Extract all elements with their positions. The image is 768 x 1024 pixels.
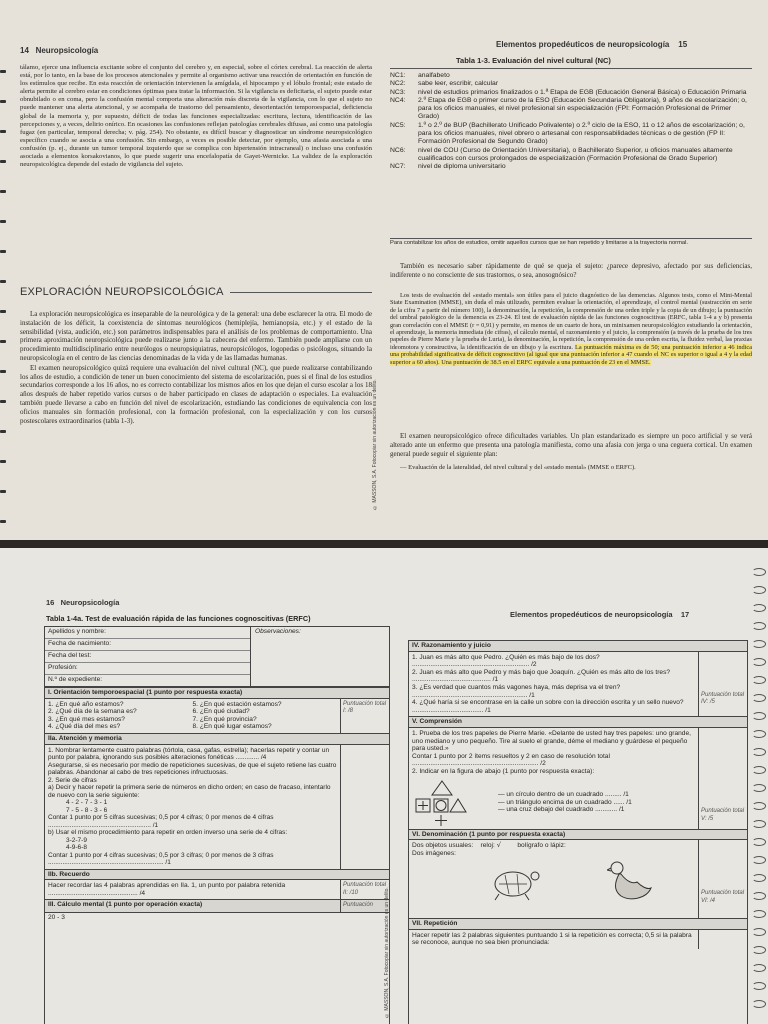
section-VI-title: VI. Denominación (1 punto por respuesta exacta) bbox=[409, 829, 747, 841]
instruction-line: Contar 1 punto por 5 cifras sucesivas; 0,5 por 4 cifras; 0 por menos de 4 cifras ......................................................... /1 bbox=[48, 814, 274, 829]
section-IIa-title: IIa. Atención y memoria bbox=[45, 733, 389, 745]
nc-code: NC7: bbox=[390, 163, 406, 171]
instruction-line: b) Usar el mismo procedimiento para repetir en orden inverso una serie de 4 cifras: bbox=[48, 829, 288, 837]
field-test-date: Fecha del test: bbox=[45, 651, 250, 663]
figure-task bbox=[412, 779, 695, 827]
section-IV-score: Puntuación total IV: /5 bbox=[698, 652, 747, 717]
section-V-score: Puntuación total V: /5 bbox=[698, 728, 747, 829]
instruction-line: 4 - 2 - 7 - 3 - 1 bbox=[66, 799, 108, 807]
section-I-title: I. Orientación temporoespacial (1 punto por respuesta exacta) bbox=[45, 687, 389, 699]
question: 1. ¿En qué año estamos? bbox=[48, 700, 124, 708]
page-number: 17 bbox=[680, 610, 690, 619]
nc-row bbox=[390, 147, 752, 164]
nc-row bbox=[390, 163, 752, 171]
instruction: Contar 1 punto por 2 ítems resueltos y 2 en caso de resolución total ..................................................................... /2 bbox=[412, 752, 610, 768]
erfc-form-17 bbox=[408, 640, 748, 1024]
highlighted-text: La puntuación máxima es de 50; una puntuación inferior a 46 indica una probabilidad significativa de déficit cognoscitivo (al igual que una puntuación inferior a 47 cuando el NC es superior o igual a 4 y la edad superior a 60 años). Una puntuación de 38.5 en el ERFC equivale a una puntuación de 23 en el MMSE. bbox=[390, 343, 753, 366]
nc-description: nivel de diploma universitario bbox=[418, 163, 506, 171]
instruction: 1. Prueba de los tres papeles de Pierre Marie. «Delante de usted hay tres papeles: uno grande, uno mediano y uno pequeño. Tire al suelo el grande, déme el mediano y guárdese el pequeño para usted.» bbox=[412, 729, 691, 753]
question: 8. ¿En qué lugar estamos? bbox=[192, 723, 272, 731]
question: 7. ¿En qué provincia? bbox=[192, 715, 257, 723]
divider bbox=[230, 292, 372, 293]
divider bbox=[390, 68, 752, 69]
nc-row bbox=[390, 122, 752, 147]
paragraph: La exploración neuropsicológica es inseparable de la neurológica y de la general: una debe esclarecer la otra. El modo de instalación de los déficit, la coexistencia de síntomas neurológicos (hemiplejía, hemianopsia, etc.) y el estado de la sensibilidad (vista, audición, etc.) son parámetros indispensables para el análisis de los problemas de comportamiento. Una primera aproximación neuropsicológica puede realizarse junto a la cabecera del enfermo. También puede ampliarse con un procedimiento multidisciplinario entre neurólogos o neuropsiquiatras, neuropsicólogos, logopedas o psicólogos, situando la neuropsicología en el centro de las ciencias denominadas de la vida y de las llamadas humanas. bbox=[20, 310, 372, 362]
running-head-15 bbox=[496, 40, 687, 49]
pen-label: bolígrafo o lápiz: bbox=[517, 842, 566, 850]
paragraph: El examen neuropsicológico quizá requiere una evaluación del nivel cultural (NC), que puede realizarse contabilizando los años de estudio, a condición de tener un buen conocimiento del sistema de escolarización, pues si el final de los estudios secundarios corresponde a los 16 años, no es correcto contabilizar los mismos años en los que dejan el curso escolar a los 18 años después de haber repetido varios cursos o de haber participado en clases de adaptación o especiales. La evaluación también puede llevarse a cabo en función del nivel de escolarización, estudiando las condiciones de equivalencia con los oficios manuales sin formación profesional, con la formación profesional, con la especialización y con los cursos postescolares extraordinarios (tabla 1-3). bbox=[20, 363, 372, 425]
instruction-line: 4-9-6-8 bbox=[66, 844, 87, 852]
nc-code: NC5: bbox=[390, 121, 406, 129]
patient-info bbox=[45, 627, 389, 687]
nc-code: NC4: bbox=[390, 96, 406, 104]
instruction: 2. Indicar en la figura de abajo (1 punto por respuesta exacta): bbox=[412, 767, 595, 775]
small-text-15 bbox=[390, 292, 752, 367]
section-VI: Dos objetos usuales: reloj: √ bolígrafo o lápiz: Dos imágenes: Puntuación total VI: /4 bbox=[409, 840, 747, 918]
question: 4. ¿Qué haría si se encontrase en la calle un sobre con la dirección escrita y un sello nuevo? ....................................... /1 bbox=[412, 699, 684, 714]
instruction-line: a) Decir y hacer repetir la primera serie de números en dicho orden; en caso de fracaso, intentarlo de nuevo con la serie siguiente: bbox=[48, 784, 331, 799]
section-III-title: III. Cálculo mental (1 punto por operación exacta) bbox=[48, 901, 203, 909]
shapes-figure-icon bbox=[412, 779, 484, 827]
table-1-3-title: Tabla 1-3. Evaluación del nivel cultural (NC) bbox=[456, 56, 611, 65]
nc-description: 1.º o 2.º de BUP (Bachillerato Unificado Polivalente) o 2.º ciclo de la ESO, 11 o 12 años de escolarización; o, para los oficios manuales, nivel obrero o artesanal con responsabilidades técnicas o de gestión (FP II: Formación Profesional de Segundo Grado) bbox=[418, 121, 745, 146]
images-label: Dos imágenes: bbox=[412, 849, 456, 857]
section-V bbox=[409, 728, 747, 829]
figure-item: — un círculo dentro de un cuadrado ......... /1 bbox=[498, 791, 629, 799]
section-I-score: Puntuación total I: /8 bbox=[340, 699, 389, 733]
calc-item: 20 - 3 bbox=[48, 913, 65, 921]
objects-label: Dos objetos usuales: bbox=[412, 842, 474, 850]
instruction-line: 7 - 5 - 8 - 3 - 6 bbox=[66, 806, 108, 814]
nc-description: nivel de estudios primarios finalizados o 1.ª Etapa de EGB (Educación General Básica) o Educación Primaria bbox=[418, 88, 747, 96]
question: 2. Juan es más alto que Pedro y más bajo que Joaquín. ¿Quién es más alto de los tres? ........................................... /1 bbox=[412, 668, 671, 684]
figure-item: — un triángulo encima de un cuadrado ...... /1 bbox=[498, 798, 632, 806]
section-IV-title: IV. Razonamiento y juicio bbox=[409, 641, 747, 652]
question: 6. ¿En qué ciudad? bbox=[192, 708, 250, 716]
running-head-title: Elementos propedéuticos de neuropsicología bbox=[496, 40, 670, 49]
figure-item: — una cruz debajo del cuadrado ............ /1 bbox=[498, 806, 625, 814]
section-title: EXPLORACIÓN NEUROPSICOLÓGICA bbox=[20, 286, 224, 298]
instruction-line: Contar 1 punto por 4 cifras sucesivas; 0,5 por 3 cifras; 0 por menos de 3 cifras ................................................................ /1 bbox=[48, 851, 274, 867]
section-body-14 bbox=[20, 310, 372, 426]
question: 2. ¿Qué día de la semana es? bbox=[48, 708, 137, 716]
page-number: 15 bbox=[678, 40, 688, 49]
duck-drawing-icon bbox=[607, 860, 653, 904]
nc-description: analfabeto bbox=[418, 72, 450, 79]
instruction-line: 2. Serie de cifras bbox=[48, 776, 97, 784]
page-15 bbox=[372, 0, 768, 540]
nc-code: NC1: bbox=[390, 72, 406, 79]
book-spread-bottom bbox=[0, 548, 768, 1024]
running-head-14 bbox=[20, 46, 98, 55]
instruction-line: 1. Nombrar lentamente cuatro palabras (tórtola, casa, gafas, estrella); hacerlas repetir y contar un punto por palabra, ignorando sus posibles alteraciones fonéticas ............. /4 bbox=[48, 746, 330, 762]
section-IIb bbox=[45, 880, 389, 899]
nc-row bbox=[390, 89, 752, 97]
section-VII bbox=[409, 930, 747, 949]
question: 3. ¿Es verdad que cuantos más vagones haya, más deprisa va el tren? ............................................................... /1 bbox=[412, 683, 621, 699]
instruction-line: 3-2-7-9 bbox=[66, 836, 87, 844]
running-head-title: Neuropsicología bbox=[60, 598, 120, 607]
section-IV bbox=[409, 652, 747, 717]
page-17 bbox=[384, 548, 768, 1024]
field-birthdate: Fecha de nacimiento: bbox=[45, 639, 250, 651]
nc-row bbox=[390, 72, 752, 80]
nc-table bbox=[390, 72, 752, 172]
section-II-score: Puntuación total II: /10 bbox=[340, 880, 389, 899]
tortoise-drawing-icon bbox=[489, 862, 543, 902]
section-IIa bbox=[45, 745, 389, 869]
nc-code: NC6: bbox=[390, 146, 406, 154]
nc-row bbox=[390, 97, 752, 122]
section-VII-title: VII. Repetición bbox=[409, 918, 747, 930]
question: 3. ¿En qué mes estamos? bbox=[48, 715, 125, 723]
running-head-title: Neuropsicología bbox=[35, 46, 99, 55]
nc-description: 2.º Etapa de EGB o primer curso de la ESO (Educación Secundaria Obligatoria), 9 años de escolarización; o, para los oficios manuales, el nivel profesional sin especialización (FPI: Formación Profesional de Primer Grado) bbox=[418, 96, 747, 121]
section-III-score: Puntuación bbox=[340, 900, 389, 912]
body-text-14 bbox=[20, 64, 372, 170]
section-I bbox=[45, 699, 389, 733]
section-VI-score: Puntuación total VI: /4 bbox=[698, 840, 747, 918]
running-head-17 bbox=[510, 610, 689, 619]
section-header bbox=[20, 286, 372, 298]
section-IIb-title: IIb. Recuerdo bbox=[45, 869, 389, 881]
nc-code: NC2: bbox=[390, 80, 406, 88]
watch-label: reloj: bbox=[480, 842, 495, 850]
erfc-form-16 bbox=[44, 626, 390, 1024]
field-observations: Observaciones: bbox=[250, 627, 389, 686]
nc-description: sabe leer, escribir, calcular bbox=[418, 80, 499, 88]
paragraph: Los tests de evaluación del «estado mental» son útiles para el juicio diagnóstico de las demencias. Algunos tests, como el Mini-Mental State Examination (MMSE), sin duda el más utilizado, permiten evaluar la orientación, el aprendizaje, el control mental (sustracción en serie de la cifra 7 a partir del número 100), la denominación, la repetición, la comprensión de una orden triple y la copia de un dibujo; la puntuación del umbral patológico de la demencia es 23-24. El test de evaluación rápida de las funciones cognoscitivas (ERFC, tabla 1-4 a y b) presenta gran correlación con el MMSE (r = 0,91) y permite, en menos de un cuarto de hora, un minixamen neuropsicológico estudiando la orientación, el aprendizaje, la memoria inmediata (de cifras), el cálculo mental, el razonamiento y el juicio, la comprensión (a través de la prueba de los tres papeles de Pierre Marie y la prueba de Luria), la denominación, la repetición, la comprensión de una orden escrita, la fluidez verbal, las praxias ideomotora y constructiva, la identificación de un dibujo y la escritura. bbox=[390, 292, 752, 351]
running-head-title: Elementos propedéuticos de neuropsicología bbox=[510, 610, 673, 619]
paragraph: También es necesario saber rápidamente de qué se queja el sujeto: ¿parece depresivo, afectado por sus deficiencias, indiferente o no consciente de sus trastornos, o sea, anosognósico? bbox=[390, 262, 752, 279]
running-head-16 bbox=[46, 598, 119, 607]
question: 4. ¿Qué día del mes es? bbox=[48, 723, 121, 731]
bullet-item: — Evaluación de la lateralidad, del nivel cultural y del «estado mental» (MMSE o ERFC). bbox=[400, 464, 636, 472]
question: 1. Juan es más alto que Pedro. ¿Quién es más bajo de los dos? ................................................................ /2 bbox=[412, 653, 600, 669]
section-V-title: V. Comprensión bbox=[409, 716, 747, 728]
nc-code: NC3: bbox=[390, 88, 406, 96]
instruction-line: Asegurarse, si es necesario por medio de repeticiones sucesivas, de que el sujeto retiene las cuatro palabras. Abandonar al cabo de tres repeticiones infructuosas. bbox=[48, 761, 337, 777]
body-text-15 bbox=[390, 262, 752, 281]
nc-description: nivel de COU (Curso de Orientación Universitaria), o Bachillerato Superior, u oficios manuales altamente cualificados con cursos prolongados de especialización (Formación Profesional de Grado Superior) bbox=[418, 146, 733, 162]
nc-row bbox=[390, 80, 752, 88]
field-record-number: N.º de expediente: bbox=[48, 676, 103, 683]
recall-instructions: Hacer recordar las 4 palabras aprendidas en IIa. 1, un punto por palabra retenida ................................................. /4 bbox=[48, 882, 286, 897]
question: 5. ¿En qué estación estamos? bbox=[192, 700, 282, 708]
page-number: 16 bbox=[46, 598, 55, 607]
body-text-15b bbox=[390, 432, 752, 474]
copyright-notice: © MASSON, S.A. Fotocopiar sin autorización es un delito. bbox=[372, 379, 378, 510]
paragraph: El examen neuropsicológico ofrece dificultades variables. Un plan estandarizado es siempre un poco artificial y se verá alterado ante un enfermo que presenta una patología manifiesta, como una afasia con jerga o una ceguera cortical. Un examen general puede seguir el siguiente plan: bbox=[390, 432, 752, 458]
paragraph: tálamo, ejerce una influencia excitante sobre el conjunto del cerebro y, en especial, sobre el córtex cerebral. La reacción de alerta está, por lo tanto, en la base de los procesos atencionales y permite al organismo activar una reacción de orientación en función de los estímulos que recibe. En esta reacción de orientación intervienen la amígdala, el hipocampo y el lóbulo frontal; este estado de alerta permite al cerebro estar en condiciones óptimas para tratar la información. Si la vigilancia es deficitaria, el sujeto puede estar obnubilado o en coma, pero la confusión mental comporta una alteración más discreta de la vigilancia, con lo que el sujeto no puede mantener una alerta atencional, y se acompaña de trastorno del pensamiento, desorientación temporoespacial, deficiencia global de la memoria y, por supuesto, déficit de todas las funciones especializadas: escritura, lectura, identificación de las percepciones y, a veces, delirio onírico. En ocasiones las confusiones reflejan patologías cerebrales difusas, así como una patología fugaz (en particular, temporal derecha; v. pág. 254). No obstante, es difícil buscar y diagnosticar un síndrome neuropsicológico específico cuando se asocia a una confusión. Sin embargo, a veces es posible detectar, por ejemplo, una afasia asociada a una confusión (p. ej., durante un tumor temporal izquierdo que se complica con hipertensión intracraneal) o incluso una confusión asociada a elementos korsakovianos, lo que puede sugerir una encefalopatía de Gayet-Wernicke. La validez de la exploración neuropsicológica depende del estado de vigilancia del sujeto. bbox=[20, 64, 372, 169]
page-number: 14 bbox=[20, 46, 29, 55]
field-name: Apellidos y nombre: bbox=[45, 627, 250, 639]
copyright-notice: © MASSON, S.A. Fotocopiar sin autorización es un delito. bbox=[384, 887, 390, 1018]
table-1-4a-title: Tabla 1-4a. Test de evaluación rápida de las funciones cognoscitivas (ERFC) bbox=[46, 614, 311, 623]
divider bbox=[390, 238, 752, 239]
page-14 bbox=[0, 0, 384, 540]
table-note: Para contabilizar los años de estudios, omitir aquellos cursos que se han repetido y limitarse a la trayectoria normal. bbox=[390, 240, 689, 246]
page-16 bbox=[0, 548, 392, 1024]
field-profession: Profesión: bbox=[45, 663, 250, 675]
section-III-header bbox=[45, 899, 389, 913]
repetition-instructions: Hacer repetir las 2 palabras siguientes puntuando 1 si la repetición es correcta; 0,5 si la palabra se reconoce, aunque no sea bien pronunciada: bbox=[412, 931, 692, 947]
